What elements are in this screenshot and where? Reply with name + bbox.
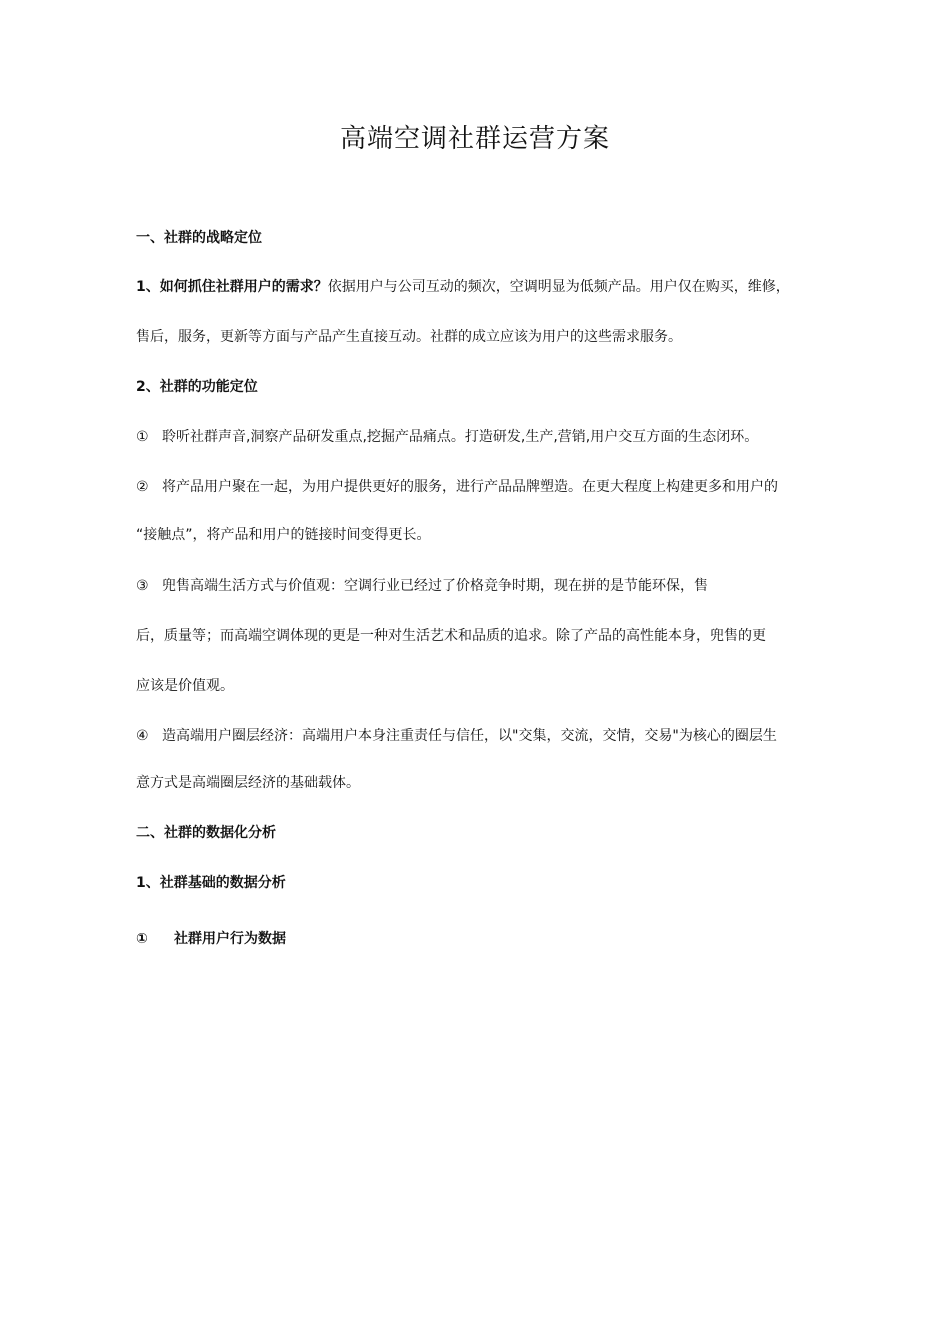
subheading-basic-data-analysis: 1、社群基础的数据分析 bbox=[136, 875, 286, 891]
point-2-text-a: 将产品用户聚在一起，为用户提供更好的服务，进行产品品牌塑造。在更大程度上构建更多和用户的 bbox=[162, 479, 778, 495]
document-title: 高端空调社群运营方案 bbox=[339, 124, 610, 154]
point-3-text-a: 兜售高端生活方式与价值观：空调行业已经过了价格竞争时期，现在拼的是节能环保，售 bbox=[162, 578, 708, 594]
point-3-text-b: 后，质量等；而高端空调体现的更是一种对生活艺术和品质的追求。除了产品的高性能本身，兜售的更 bbox=[136, 628, 766, 644]
point-3-text-c: 应该是价值观。 bbox=[136, 678, 234, 694]
paragraph-user-needs-line-1 bbox=[136, 277, 826, 297]
list-item-point-2 bbox=[136, 477, 826, 497]
point-2-text-b: “接触点”，将产品和用户的链接时间变得更长。 bbox=[136, 527, 431, 543]
item-lead-user-needs: 1、如何抓住社群用户的需求？ bbox=[136, 279, 328, 295]
user-behavior-data-text: 社群用户行为数据 bbox=[174, 931, 286, 947]
list-marker-3: ③ bbox=[136, 578, 149, 594]
list-item-point-3 bbox=[136, 576, 826, 596]
list-marker-user-behavior: ① bbox=[136, 931, 148, 947]
list-item-point-1 bbox=[136, 427, 826, 447]
subheading-function-positioning: 2、社群的功能定位 bbox=[136, 379, 258, 395]
paragraph-user-needs-line-2: 售后，服务，更新等方面与产品产生直接互动。社群的成立应该为用户的这些需求服务。 bbox=[136, 329, 682, 345]
point-4-text-a: 造高端用户圈层经济：高端用户本身注重责任与信任，以"交集，交流，交情，交易"为核心的圈层生 bbox=[162, 728, 777, 744]
point-1-text: 聆听社群声音,洞察产品研发重点,挖掘产品痛点。打造研发,生产,营销,用户交互方面的生态闭环。 bbox=[162, 429, 759, 445]
list-marker-1: ① bbox=[136, 429, 149, 445]
point-4-text-b: 意方式是高端圈层经济的基础载体。 bbox=[136, 775, 360, 791]
list-item-point-4 bbox=[136, 726, 826, 746]
list-item-user-behavior-data bbox=[136, 929, 826, 949]
item-text-user-needs-a: 依据用户与公司互动的频次，空调明显为低频产品。用户仅在购买，维修， bbox=[327, 279, 790, 295]
list-marker-2: ② bbox=[136, 479, 149, 495]
section-heading-data-analysis: 二、社群的数据化分析 bbox=[136, 825, 276, 841]
section-heading-strategic-positioning: 一、社群的战略定位 bbox=[136, 230, 262, 246]
list-marker-4: ④ bbox=[136, 728, 149, 744]
